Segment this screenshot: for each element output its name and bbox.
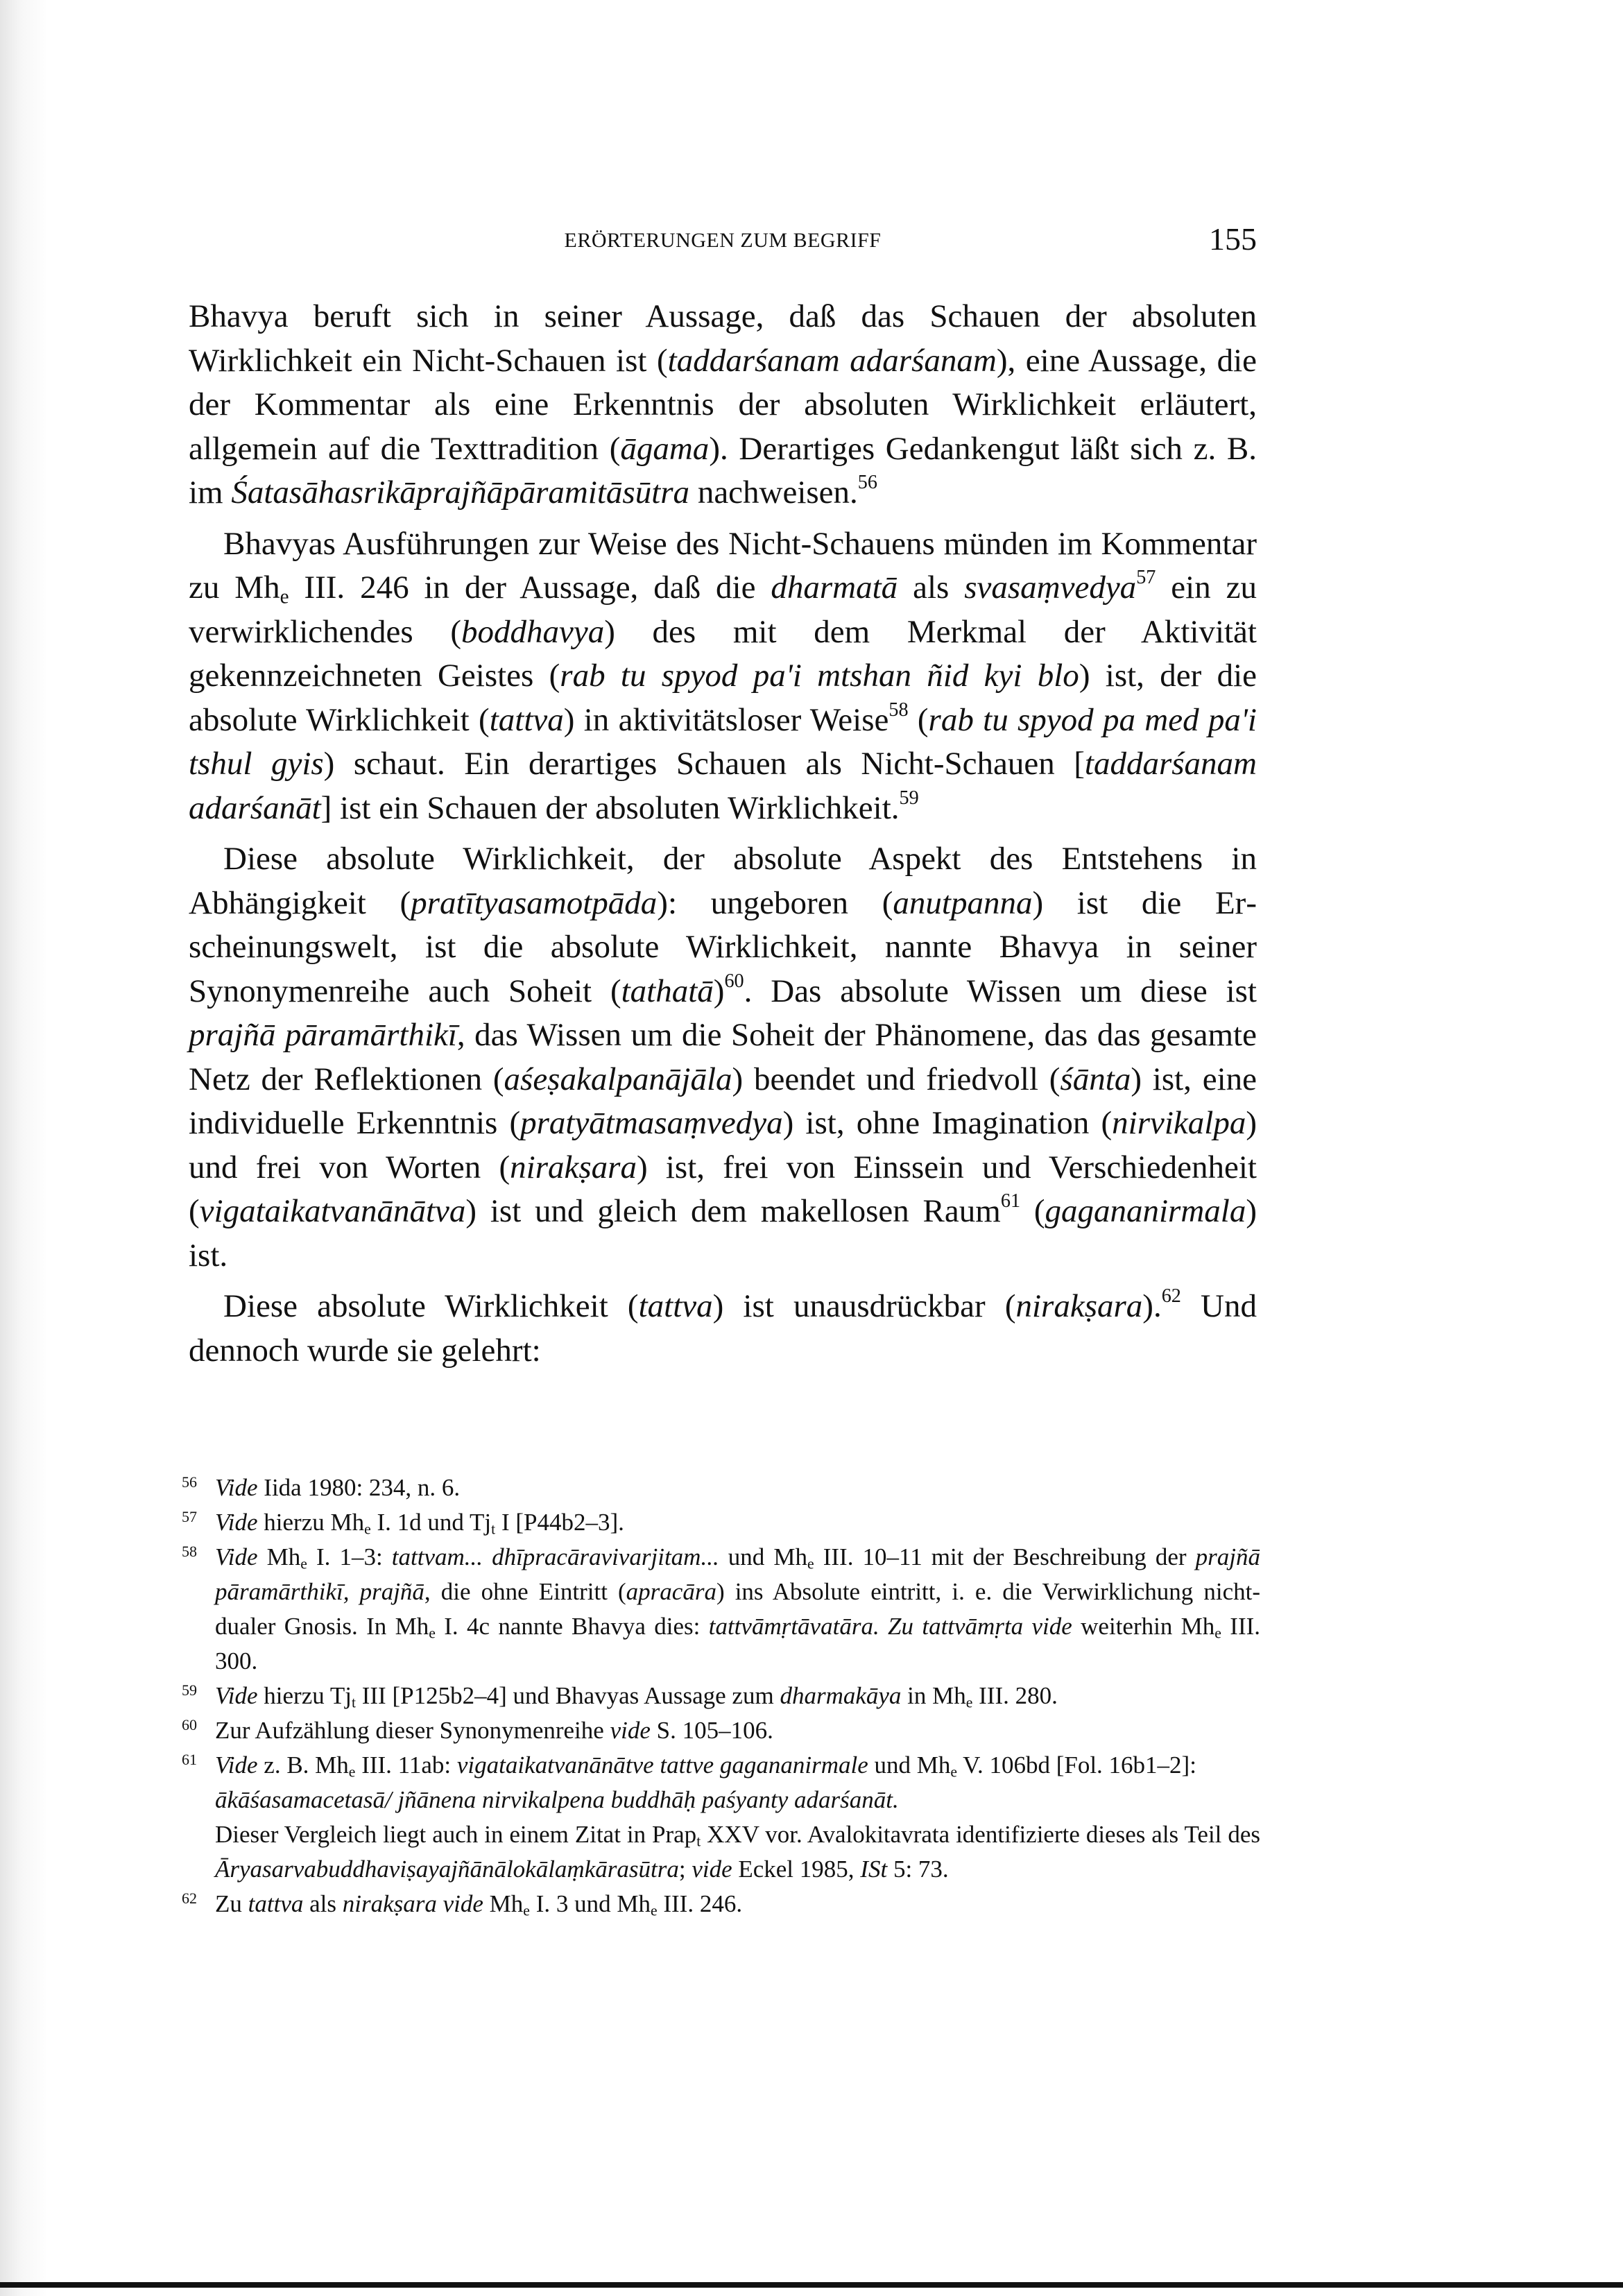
footnote-ref[interactable]: 59 bbox=[899, 787, 919, 809]
text-run: ) ist, frei von Einssein und Verschiedenheit ( bbox=[189, 1149, 1257, 1229]
footnote-62 bbox=[182, 1887, 1260, 1921]
footnote-ref[interactable]: 57 bbox=[1136, 566, 1156, 588]
italic-term: nirakṣara bbox=[510, 1149, 637, 1185]
footnote-number: 57 bbox=[182, 1508, 197, 1525]
subscript: t bbox=[351, 1694, 356, 1711]
scan-shadow bbox=[0, 0, 49, 2296]
italic-term: Vide bbox=[215, 1509, 258, 1536]
italic-term: vigataikatvanānātva bbox=[199, 1193, 466, 1229]
italic-term: nirakṣara bbox=[1015, 1288, 1143, 1324]
scan-bottom-edge bbox=[0, 2282, 1623, 2288]
subscript: e bbox=[950, 1763, 958, 1781]
text-run: III. 246. bbox=[657, 1890, 743, 1917]
text-run: III. 300. bbox=[215, 1613, 1260, 1674]
text-run: ) ist unausdrückbar ( bbox=[712, 1288, 1016, 1324]
footnote-number: 58 bbox=[182, 1543, 197, 1560]
text-run: Mh bbox=[257, 1543, 301, 1570]
text-run: weiterhin Mh bbox=[1072, 1613, 1215, 1640]
text-run: III. 10–11 mit der Beschreibung der bbox=[814, 1543, 1196, 1570]
italic-term: dharmatā bbox=[771, 569, 898, 606]
text-run: ): ungeboren ( bbox=[657, 884, 893, 921]
text-run: I. 1d und Tj bbox=[370, 1509, 492, 1536]
subscript: e bbox=[280, 585, 289, 608]
subscript: e bbox=[965, 1694, 973, 1711]
italic-term: Āryasarvabuddhaviṣayajñānālokālaṃkārasūtra bbox=[215, 1856, 679, 1883]
text-run: Dieser Vergleich liegt auch in einem Zitat in Prap bbox=[215, 1821, 697, 1848]
text-run: ) in aktivitätsloser Weise bbox=[563, 701, 889, 738]
footnote-ref[interactable]: 60 bbox=[724, 970, 744, 992]
paragraph-1 bbox=[189, 295, 1257, 515]
footnote-ref[interactable]: 56 bbox=[857, 471, 877, 493]
text-run: I. 3 und Mh bbox=[529, 1890, 651, 1917]
text-run: III. 280. bbox=[972, 1682, 1058, 1709]
text-run: hierzu Mh bbox=[257, 1509, 365, 1536]
text-run: III. 11ab: bbox=[355, 1751, 457, 1779]
paragraph-2 bbox=[189, 522, 1257, 831]
footnote-number: 62 bbox=[182, 1890, 197, 1907]
subscript: e bbox=[1214, 1625, 1221, 1642]
text-run: Diese absolute Wirklichkeit, der absolute Aspekt des Entstehens in Abhängigkeit ( bbox=[189, 841, 1257, 921]
text-run: I. 1–3: bbox=[307, 1543, 392, 1570]
text-run: I [P44b2–3]. bbox=[495, 1509, 624, 1536]
footnote-ref[interactable]: 61 bbox=[1000, 1190, 1021, 1212]
paragraph-3 bbox=[189, 837, 1257, 1278]
text-run: ), eine Aussage, die der Kommentar als eine Erkenntnis der absoluten Wirklichkeit erläutert, allgemein auf die Texttradition ( bbox=[189, 342, 1257, 467]
italic-term: Vide bbox=[215, 1474, 258, 1501]
italic-term: tattvāmṛtāvatāra. Zu tattvāmṛta vide bbox=[708, 1613, 1072, 1640]
text-run: Diese absolute Wirklichkeit ( bbox=[223, 1288, 639, 1324]
text-run: ) des mit dem Merkmal der Aktivität gekennzeichneten Geistes ( bbox=[189, 613, 1257, 694]
text-run: Zur Aufzählung dieser Synonymenreihe bbox=[215, 1717, 610, 1744]
text-run: Iida 1980: 234, n. 6. bbox=[257, 1474, 461, 1501]
italic-term: taddarśanam adarśanam bbox=[667, 342, 997, 379]
footnote-number: 60 bbox=[182, 1716, 197, 1733]
text-run: ) ins Absolute eintritt, i. e. die Verwirklichung nicht-dualer Gnosis. In Mh bbox=[215, 1578, 1260, 1640]
text-run: Bhavyas Ausführungen zur Weise des Nicht-Schauens münden im Kommentar zu Mh bbox=[189, 525, 1257, 606]
text-run: Mh bbox=[483, 1890, 524, 1917]
italic-term: prajñā pāramārthikī, prajñā bbox=[215, 1543, 1260, 1605]
footnote-57 bbox=[182, 1505, 1260, 1540]
page-number: 155 bbox=[1209, 221, 1257, 257]
text-run: ( bbox=[908, 701, 929, 738]
footnote-60 bbox=[182, 1713, 1260, 1748]
text-run bbox=[437, 1890, 443, 1917]
italic-term: svasaṃvedya bbox=[964, 569, 1137, 606]
text-run: V. 106bd [Fol. 16b1–2]: bbox=[957, 1751, 1196, 1779]
text-run: S. 105–106. bbox=[650, 1717, 773, 1744]
text-run: III [P125b2–4] und Bhavyas Aussage zum bbox=[356, 1682, 780, 1709]
subscript: e bbox=[348, 1763, 356, 1781]
footnote-ref[interactable]: 62 bbox=[1161, 1285, 1181, 1307]
text-run: nachweisen. bbox=[689, 474, 858, 511]
text-run: Zu bbox=[215, 1890, 248, 1917]
subscript: e bbox=[650, 1902, 658, 1919]
text-run: ) schaut. Ein derartiges Schauen als Nicht-Schauen [ bbox=[323, 746, 1085, 782]
text-run: ). bbox=[1142, 1288, 1162, 1324]
footnotes bbox=[182, 1471, 1260, 1921]
italic-term: nirvikalpa bbox=[1112, 1105, 1246, 1141]
subscript: e bbox=[429, 1625, 436, 1642]
text-run: , die ohne Eintritt ( bbox=[424, 1578, 626, 1605]
text-run: ) ist, der die absolute Wirklichkeit ( bbox=[189, 658, 1257, 738]
subscript: t bbox=[491, 1520, 496, 1538]
subscript: e bbox=[300, 1555, 307, 1573]
footnote-number: 59 bbox=[182, 1681, 197, 1699]
italic-term: boddhavya bbox=[461, 613, 605, 650]
text-run: 5: 73. bbox=[887, 1856, 949, 1883]
italic-term: tattva bbox=[248, 1890, 304, 1917]
text-run: ein zu verwirklichendes ( bbox=[189, 569, 1257, 650]
text-run: XXV vor. Avalokitavrata identifizierte dieses als Teil des bbox=[701, 1821, 1260, 1848]
italic-term: tathatā bbox=[621, 973, 714, 1009]
italic-term: prajñā pāramārthikī bbox=[189, 1017, 457, 1053]
page-header bbox=[189, 221, 1257, 262]
text-run: und Mh bbox=[719, 1543, 807, 1570]
footnote-61 bbox=[182, 1748, 1260, 1887]
footnote-number: 61 bbox=[182, 1751, 197, 1768]
text-run: und Mh bbox=[868, 1751, 951, 1779]
running-title: ERÖRTERUNGEN ZUM BEGRIFF bbox=[564, 229, 882, 252]
italic-term: pratyātmasaṃvedya bbox=[520, 1105, 783, 1141]
italic-term: vide bbox=[692, 1856, 732, 1883]
text-run: ( bbox=[1020, 1193, 1045, 1229]
italic-term: anutpanna bbox=[893, 884, 1033, 921]
italic-term: vide bbox=[443, 1890, 483, 1917]
italic-term: nirakṣara bbox=[342, 1890, 437, 1917]
italic-term: Śatasāhasrikāprajñāpāramitāsūtra bbox=[231, 474, 690, 511]
italic-term: taddarśanam adarśanāt bbox=[189, 746, 1257, 826]
italic-term: tattva bbox=[489, 701, 564, 738]
subscript: t bbox=[696, 1833, 701, 1850]
text-run: ) ist die Erscheinungswelt, ist die absolute Wirklichkeit, nannte Bhavya in seiner Synonymenreihe auch Soheit ( bbox=[189, 884, 1257, 1009]
text-run: als bbox=[303, 1890, 343, 1917]
text-run: . Das absolute Wissen um diese ist bbox=[744, 973, 1257, 1009]
italic-term: Vide bbox=[215, 1682, 258, 1709]
italic-term: pratītyasamotpāda bbox=[411, 884, 658, 921]
italic-term: vide bbox=[610, 1717, 651, 1744]
text-run: ) ist, ohne Imagination ( bbox=[782, 1105, 1113, 1141]
text-run: ) ist und gleich dem makellosen Raum bbox=[465, 1193, 1001, 1229]
text-run: III. 246 in der Aussage, daß die bbox=[289, 569, 771, 606]
italic-term: ISt bbox=[860, 1856, 888, 1883]
footnote-58 bbox=[182, 1540, 1260, 1679]
subscript: e bbox=[523, 1902, 530, 1919]
italic-term: tattva bbox=[638, 1288, 713, 1324]
text-run: hierzu Tj bbox=[257, 1682, 352, 1709]
text-run: ) ist, eine individuelle Erkenntnis ( bbox=[189, 1061, 1257, 1141]
italic-term: vigataikatvanānātve tattve gagananirmale bbox=[456, 1751, 868, 1779]
italic-term: aśeṣakalpanājāla bbox=[504, 1061, 732, 1097]
footnote-56 bbox=[182, 1471, 1260, 1505]
text-run: Eckel 1985, bbox=[732, 1856, 861, 1883]
text-run: als bbox=[898, 569, 965, 606]
text-run: I. 4c nannte Bhavya dies: bbox=[435, 1613, 709, 1640]
italic-term: āgama bbox=[620, 430, 710, 467]
text-run: ; bbox=[678, 1856, 692, 1883]
text-run: ] ist ein Schauen der absoluten Wirklichkeit. bbox=[320, 789, 900, 826]
text-run: ) und frei von Worten ( bbox=[189, 1105, 1257, 1185]
text-run: , das Wissen um die Soheit der Phänomene, das das gesamte Netz der Reflektionen ( bbox=[189, 1017, 1257, 1097]
text-run: Und dennoch wurde sie gelehrt: bbox=[189, 1288, 1257, 1369]
italic-term: śānta bbox=[1060, 1061, 1131, 1097]
main-text bbox=[189, 295, 1257, 1380]
italic-term: Vide bbox=[215, 1543, 258, 1570]
subscript: e bbox=[807, 1555, 814, 1573]
italic-term: gagananirmala bbox=[1045, 1193, 1246, 1229]
italic-term: tattvam... dhīpracāravivarjitam... bbox=[391, 1543, 719, 1570]
italic-term: dharmakāya bbox=[780, 1682, 902, 1709]
text-run: ) ist. bbox=[189, 1193, 1257, 1274]
text-run: ) beendet und friedvoll ( bbox=[732, 1061, 1060, 1097]
italic-term: apracāra bbox=[626, 1578, 716, 1605]
italic-term: Vide bbox=[215, 1751, 258, 1779]
text-run: ). Derartiges Gedankengut läßt sich z. B. im bbox=[189, 430, 1257, 511]
verse-quote: ākāśasamacetasā/ jñānena nirvikalpena buddhāḥ paśyanty adarśanāt. bbox=[215, 1786, 899, 1813]
italic-term: rab tu spyod pa'i mtshan ñid kyi blo bbox=[560, 658, 1079, 694]
italic-term: rab tu spyod pa med pa'i tshul gyis bbox=[189, 701, 1257, 782]
footnote-number: 56 bbox=[182, 1473, 197, 1491]
footnote-ref[interactable]: 58 bbox=[888, 699, 909, 721]
subscript: e bbox=[364, 1520, 371, 1538]
paragraph-4 bbox=[189, 1285, 1257, 1373]
footnote-59 bbox=[182, 1679, 1260, 1713]
footnote-continuation bbox=[215, 1817, 1260, 1887]
text-run: z. B. Mh bbox=[257, 1751, 349, 1779]
text-run: Bhavya beruft sich in seiner Aussage, daß das Schauen der absoluten Wirklichkeit ein Nicht-Schauen ist ( bbox=[189, 298, 1257, 379]
text-run: ) bbox=[713, 973, 725, 1009]
text-run: in Mh bbox=[901, 1682, 966, 1709]
